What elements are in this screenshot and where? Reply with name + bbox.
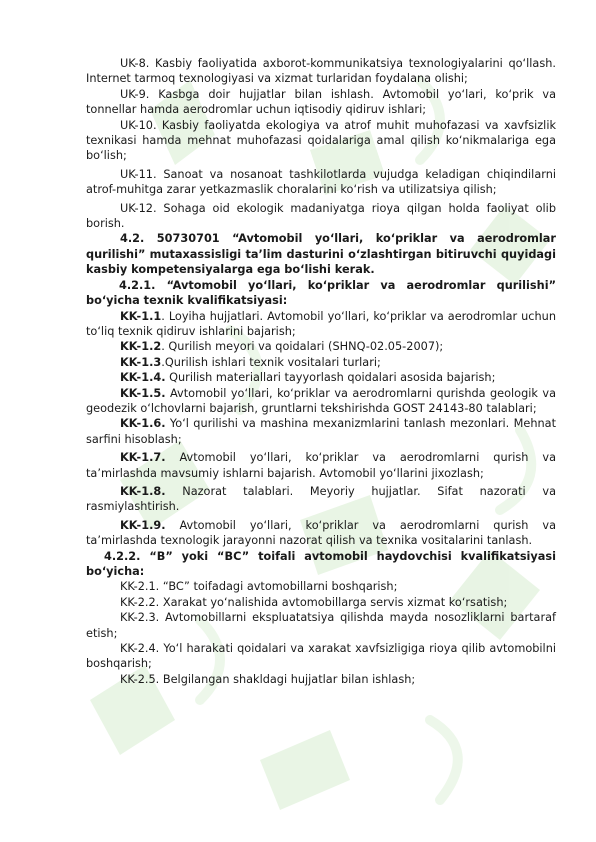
paragraph-text: Avtomobil yo‘llari, ko‘priklar va aerodromlarni qurish va ta’mirlashda texnologik jarayonni nazorat qilish va texnika vositalarini tanlash. [86, 518, 556, 548]
subsection-heading-4-2-2 [86, 549, 556, 580]
code-label: KK-1.6. [120, 417, 166, 431]
code-label: KK-1.8. [120, 484, 166, 498]
paragraph-text: Qurilish materiallari tayyorlash qoidalari asosida bajarish; [165, 371, 496, 385]
paragraph-text: . Loyiha hujjatlari. Avtomobil yo‘llari, ko‘priklar va aerodromlar uchun to‘liq texnik qidiruv ishlarini bajarish; [86, 309, 556, 338]
paragraph-text: KK-2.1. “BC” toifadagi avtomobillarni boshqarish; [120, 580, 398, 594]
code-label: KK-1.7. [120, 451, 166, 465]
heading-text: 4.2. 50730701 “Avtomobil yo‘llari, ko‘priklar va aerodromlar qurilishi” mutaxassisligi ta’lim dasturini o‘zlashtirgan bitiruvchi quyidagi kasbiy kompetensiyalarga ega bo‘lishi kerak. [86, 232, 556, 277]
paragraph-kk-2-1 [86, 579, 556, 594]
paragraph-kk-2-3 [86, 610, 556, 641]
paragraph-kk-1-7 [86, 450, 556, 481]
paragraph-uk-11 [86, 167, 556, 198]
paragraph-kk-2-2 [86, 595, 556, 610]
paragraph-kk-1-9 [86, 518, 556, 549]
paragraph-kk-1-3 [86, 355, 556, 370]
code-label: KK-1.3 [120, 355, 162, 369]
paragraph-text: Yo‘l qurilishi va mashina mexanizmlarini tanlash mezonlari. Mehnat sarfini hisoblash; [86, 417, 556, 446]
paragraph-kk-1-1 [86, 309, 556, 340]
paragraph-kk-1-2 [86, 339, 556, 354]
code-label: KK-1.1 [120, 309, 162, 323]
paragraph-text: UK-11. Sanoat va nosanoat tashkilotlarda vujudga keladigan chiqindilarni atrof-muhitga zarar yetkazmaslik choralarini ko‘rish va utilizatsiya qilish; [86, 167, 556, 197]
paragraph-kk-1-4 [86, 370, 556, 385]
paragraph-text: UK-8. Kasbiy faoliyatida axborot-kommunikatsiya texnologiyalarini qo‘llash. Internet tarmoq texnologiyasi va xizmat turlaridan foydalana olishi; [86, 57, 556, 86]
paragraph-uk-12 [86, 201, 556, 232]
heading-text: 4.2.2. “B” yoki “BC” toifali avtomobil haydovchisi kvalifikatsiyasi bo‘yicha: [86, 549, 556, 578]
section-heading-4-2 [86, 231, 556, 277]
paragraph-text: Nazorat talablari. Meyoriy hujjatlar. Sifat nazorati va rasmiylashtirish. [86, 484, 556, 514]
code-label: KK-1.9. [120, 518, 166, 532]
paragraph-text: .Qurilish ishlari texnik vositalari turlari; [161, 355, 381, 369]
paragraph-kk-2-4 [86, 641, 556, 672]
paragraph-text: Avtomobil yo‘llari, ko‘priklar va aerodromlarni qurishda geologik va geodezik o‘lchovlarni bajarish, gruntlarni tekshirishda GOST 24143-80 talablari; [86, 386, 556, 415]
paragraph-kk-2-5 [86, 672, 556, 687]
code-label: KK-1.5. [120, 386, 166, 400]
paragraph-text: UK-9. Kasbga doir hujjatlar bilan ishlash. Avtomobil yo‘lari, ko‘prik va tonnellar hamda aerodromlar uchun iqtisodiy qidiruv ishlari; [86, 87, 556, 117]
paragraph-uk-9 [86, 87, 556, 118]
paragraph-text: UK-10. Kasbiy faoliyatda ekologiya va atrof muhit muhofazasi va xavfsizlik texnikasi hamda mehnat muhofazasi qoidalariga amal qilish ko‘nikmalariga ega bo‘lish; [86, 118, 556, 163]
paragraph-text: KK-2.2. Xarakat yo‘nalishida avtomobillarga servis xizmat ko‘rsatish; [120, 595, 508, 609]
paragraph-text: KK-2.4. Yo‘l harakati qoidalari va xarakat xavfsizligiga rioya qilib avtomobilni boshqarish; [86, 642, 556, 671]
heading-text: 4.2.1. “Avtomobil yo‘llari, ko‘priklar va aerodromlar qurilishi” bo‘yicha texnik kvalifikatsiyasi: [86, 278, 556, 308]
paragraph-text: KK-2.3. Avtomobillarni ekspluatatsiya qilishda mayda nosozliklarni bartaraf etish; [86, 611, 556, 640]
paragraph-kk-1-5 [86, 386, 556, 417]
paragraph-text: UK-12. Sohaga oid ekologik madaniyatga rioya qilgan holda faoliyat olib borish. [86, 201, 556, 231]
paragraph-kk-1-6 [86, 416, 556, 447]
paragraph-text: Avtomobil yo‘llari, ko‘priklar va aerodromlarni qurish va ta’mirlashda mavsumiy ishlarni bajarish. Avtomobil yo‘llarini jixozlash; [86, 451, 556, 480]
paragraph-uk-8 [86, 56, 556, 87]
code-label: KK-1.4. [120, 371, 166, 385]
subsection-heading-4-2-1 [86, 278, 556, 309]
paragraph-text: KK-2.5. Belgilangan shakldagi hujjatlar bilan ishlash; [120, 672, 416, 686]
document-body [86, 56, 556, 687]
code-label: KK-1.2 [120, 340, 162, 354]
paragraph-kk-1-8 [86, 484, 556, 515]
paragraph-uk-10 [86, 118, 556, 164]
paragraph-text: . Qurilish meyori va qoidalari (SHNQ-02.05-2007); [161, 340, 444, 354]
